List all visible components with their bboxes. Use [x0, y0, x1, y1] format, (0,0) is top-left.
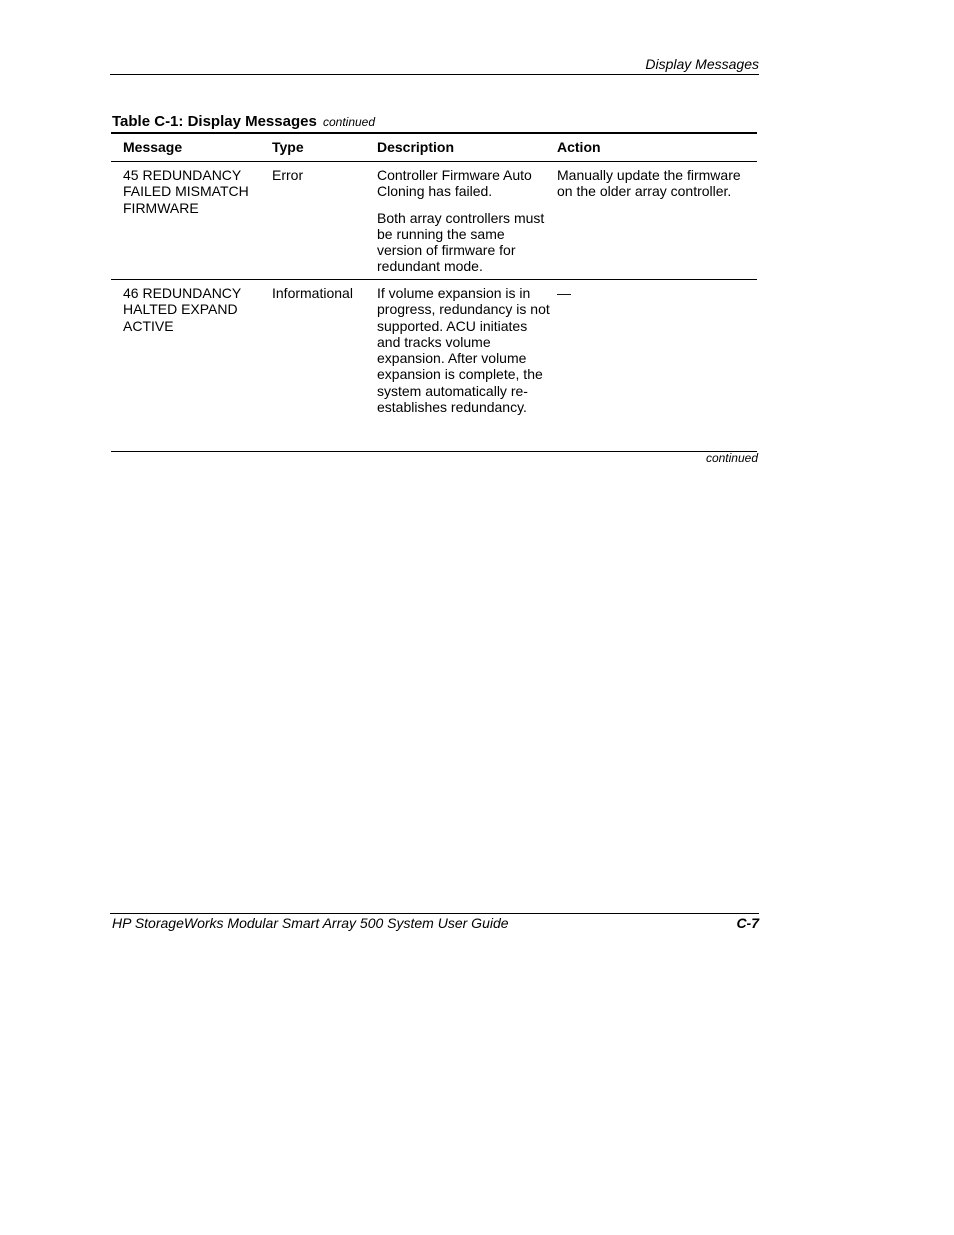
description-paragraph: Both array controllers must be running the same version of firmware for redundant mode. [377, 209, 545, 275]
column-header-type: Type [272, 139, 304, 156]
page-number: C-7 [736, 915, 759, 931]
message-cell: 45 REDUNDANCY FAILED MISMATCH FIRMWARE [123, 167, 249, 216]
header-rule [110, 74, 759, 75]
description-paragraph: Controller Firmware Auto Cloning has failed. [377, 167, 532, 200]
type-cell: Error [272, 167, 304, 183]
table-continued-note: continued [705, 451, 758, 465]
running-head: Display Messages [645, 56, 759, 72]
table-caption-title: Table C-1: Display Messages [112, 113, 317, 130]
type-cell: Informational [272, 285, 353, 301]
table-caption-continued: continued [322, 115, 376, 129]
table-row [111, 162, 757, 280]
action-cell: Manually update the firmware on the older array controller. [557, 167, 741, 200]
description-cell [377, 162, 557, 279]
table-caption [112, 113, 375, 130]
column-header-description: Description [377, 139, 455, 156]
footer-title: HP StorageWorks Modular Smart Array 500 System User Guide [112, 915, 509, 931]
message-cell: 46 REDUNDANCY HALTED EXPAND ACTIVE [123, 285, 241, 334]
action-cell: — [557, 285, 571, 301]
table-row [111, 280, 757, 452]
table-header-row [111, 134, 757, 162]
display-messages-table [111, 132, 757, 452]
footer-rule [110, 913, 759, 914]
column-header-action: Action [557, 139, 601, 156]
column-header-message: Message [123, 139, 183, 156]
description-paragraph: If volume expansion is in progress, redundancy is not supported. ACU initiates and tracks volume expansion. After volume expansion is complete, the system automatically re-establishes redundancy. [377, 285, 550, 416]
description-cell [377, 280, 557, 451]
